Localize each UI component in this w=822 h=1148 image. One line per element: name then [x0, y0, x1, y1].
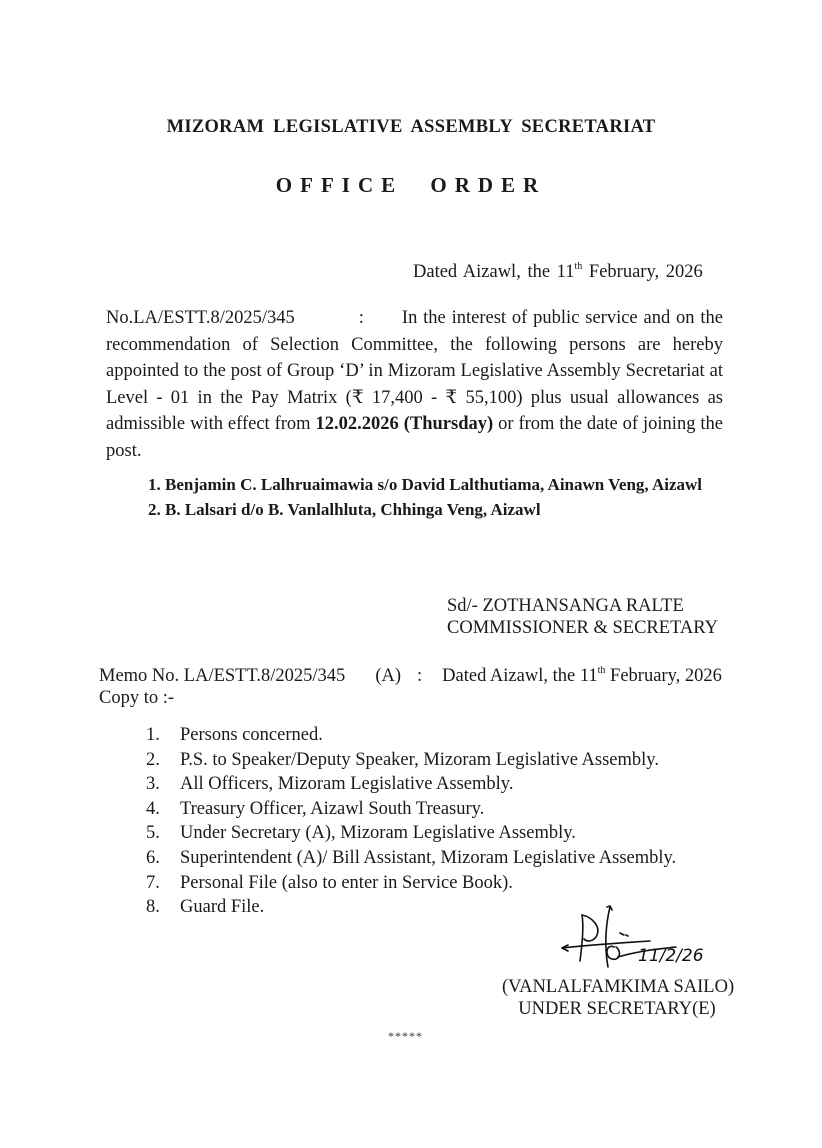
copy-item-text: Guard File.	[180, 897, 265, 918]
svg-text:11/2/26: 11/2/26	[638, 946, 704, 966]
copy-list-item	[146, 723, 676, 748]
order-date-prefix: Dated Aizawl, the 11	[413, 262, 575, 282]
copy-item-text: Personal File (also to enter in Service Book).	[180, 872, 513, 893]
memo-suffix: (A)	[375, 666, 401, 686]
copy-list-item	[146, 821, 676, 846]
signatory-title: COMMISSIONER & SECRETARY	[447, 618, 718, 638]
copy-item-number: 2.	[146, 749, 160, 770]
appointee-item: 1. Benjamin C. Lalhruaimawia s/o David Lalthutiama, Ainawn Veng, Aizawl	[148, 475, 703, 494]
memo-line	[99, 666, 722, 687]
copy-item-text: All Officers, Mizoram Legislative Assembly.	[180, 774, 514, 795]
copy-item-text: Superintendent (A)/ Bill Assistant, Mizoram Legislative Assembly.	[180, 847, 677, 868]
copy-list-item	[146, 772, 676, 797]
copy-item-number: 8.	[146, 897, 160, 918]
memo-date-ordinal: th	[597, 665, 606, 676]
order-body-text-1: In the interest of public service and on the recommendation of Selection Committee, the following persons are hereby appointed to the post of Group ‘D’ in Mizoram Legislative Assembly Secretariat at Level - 01 in the Pay Matrix (₹ 17,400 - ₹ 55,100) plus usual allowances as admissible with effect from	[106, 308, 723, 434]
memo-number: Memo No. LA/ESTT.8/2025/345	[99, 666, 346, 686]
order-date-ordinal: th	[574, 261, 583, 272]
copy-list-item	[146, 797, 676, 822]
handwritten-signature	[558, 905, 728, 980]
signer-title: UNDER SECRETARY(E)	[518, 999, 716, 1019]
memo-colon: :	[417, 666, 423, 686]
copy-item-number: 3.	[146, 774, 160, 795]
copy-item-text: Persons concerned.	[180, 725, 323, 745]
end-mark: *****	[388, 1029, 423, 1043]
copy-item-number: 4.	[146, 798, 160, 819]
signatory-name: Sd/- ZOTHANSANGA RALTE	[447, 596, 684, 616]
copy-item-text: P.S. to Speaker/Deputy Speaker, Mizoram Legislative Assembly.	[180, 749, 659, 770]
copy-list-item	[146, 748, 676, 773]
order-date-rest: February, 2026	[582, 262, 703, 282]
commissioner-signature-block	[447, 595, 718, 639]
copy-to-label: Copy to :-	[99, 688, 175, 708]
under-secretary-block	[502, 976, 735, 1020]
copy-item-text: Treasury Officer, Aizawl South Treasury.	[180, 798, 485, 819]
copy-item-number: 1.	[146, 725, 160, 745]
signer-name: (VANLALFAMKIMA SAILO)	[502, 977, 735, 997]
order-body-text-2: or from the date of joining the post.	[106, 414, 723, 461]
copy-item-text: Under Secretary (A), Mizoram Legislative Assembly.	[180, 823, 576, 844]
effective-date: 12.02.2026 (Thursday)	[315, 414, 494, 434]
order-date	[413, 262, 703, 283]
reference-number: No.LA/ESTT.8/2025/345	[106, 308, 295, 328]
memo-date-rest: February, 2026	[605, 666, 722, 686]
organization-heading: MIZORAM LEGISLATIVE ASSEMBLY SECRETARIAT	[166, 117, 656, 137]
copy-list-item	[146, 871, 676, 896]
copy-list	[146, 723, 676, 920]
copy-list-item	[146, 846, 676, 871]
appointee-list	[148, 472, 702, 522]
document-title: OFFICE ORDER	[275, 173, 547, 197]
memo-date-prefix: Dated Aizawl, the 11	[442, 666, 598, 686]
copy-item-number: 7.	[146, 872, 160, 893]
appointee-item: 2. B. Lalsari d/o B. Vanlalhluta, Chhinga Veng, Aizawl	[148, 500, 541, 519]
order-body	[106, 305, 723, 464]
copy-item-number: 6.	[146, 847, 160, 868]
reference-colon: :	[358, 308, 364, 328]
copy-item-number: 5.	[146, 823, 160, 844]
